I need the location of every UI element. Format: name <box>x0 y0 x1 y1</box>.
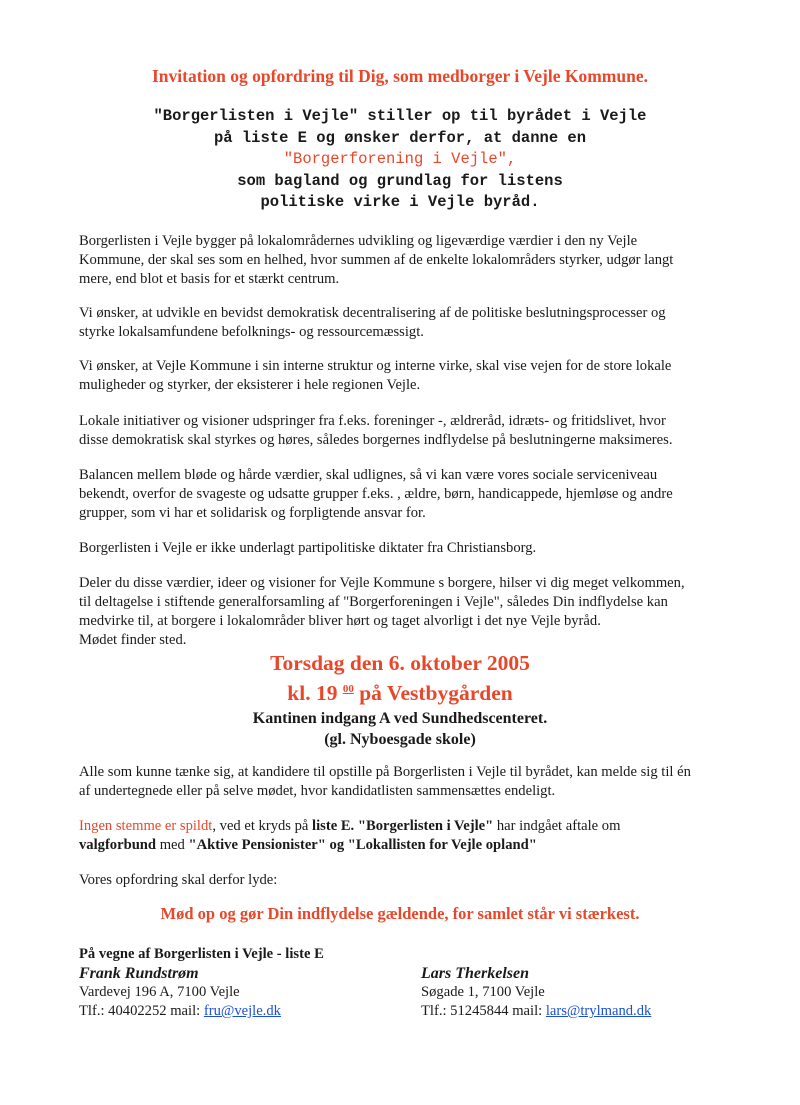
text-line: Kommune, der skal ses som en helhed, hvor summen af de enkelte lokalområders styrker, udgør langt <box>79 252 674 268</box>
text-line: Lokale initiativer og visioner udspringer fra f.eks. foreninger -, ældreråd, idræts- og fritidslivet, hvor <box>79 413 666 429</box>
email-link[interactable]: fru@vejle.dk <box>203 1003 281 1019</box>
signature-left <box>79 945 324 1021</box>
closing-paragraph-1 <box>79 763 759 801</box>
signature-right <box>421 964 651 1021</box>
text-line: Borgerlisten i Vejle bygger på lokalområdernes udvikling og ligeværdige værdier i den ny Vejle <box>79 233 638 249</box>
signer-contact <box>421 1002 651 1021</box>
paragraph-7 <box>79 574 759 650</box>
highlight-text: Ingen stemme er spildt <box>79 818 213 834</box>
signer-address: Vardevej 196 A, 7100 Vejle <box>79 984 240 1000</box>
final-call-to-action: Mød op og gør Din indflydelse gældende, for samlet står vi stærkest. <box>160 904 640 923</box>
signer-phone: Tlf.: 51245844 mail: <box>421 1003 546 1019</box>
text-line: styrke lokalsamfundene befolknings- og ressourcemæssigt. <box>79 324 424 340</box>
text-fragment: har indgået aftale om <box>493 818 621 834</box>
page-title: Invitation og opfordring til Dig, som medborger i Vejle Kommune. <box>152 66 648 86</box>
paragraph-6 <box>79 539 759 558</box>
text-line: mere, end blot et basis for et stærkt centrum. <box>79 271 340 287</box>
intro-line: "Borgerlisten i Vejle" stiller op til byrådet i Vejle <box>153 107 647 125</box>
event-location: Kantinen indgang A ved Sundhedscenteret. <box>252 710 548 727</box>
paragraph-1 <box>79 232 759 289</box>
text-line: Mødet finder sted. <box>79 632 187 648</box>
text-line <box>79 817 759 836</box>
paragraph-5 <box>79 466 759 523</box>
text-line: Vi ønsker, at Vejle Kommune i sin interne struktur og interne virke, skal vise vejen for de store lokale <box>79 358 672 374</box>
text-fragment: , ved et kryds på <box>212 818 313 834</box>
signer-name: Frank Rundstrøm <box>79 965 199 982</box>
text-line: Balancen mellem bløde og hårde værdier, skal udlignes, så vi kan være vores sociale serviceniveau <box>79 467 658 483</box>
closing-paragraph-3 <box>79 871 759 890</box>
text-line: grupper, som vi har et solidarisk og forpligtende ansvar for. <box>79 505 426 521</box>
event-location-note: (gl. Nyboesgade skole) <box>324 731 476 748</box>
paragraph-4 <box>79 412 759 450</box>
text-line: disse demokratisk skal styrkes og høres, således borgernes indflydelse på beslutningerne maksimeres. <box>79 432 673 448</box>
event-date: Torsdag den 6. oktober 2005 <box>270 651 530 675</box>
intro-block <box>0 106 800 214</box>
text-line <box>79 836 759 855</box>
text-line: Vores opfordring skal derfor lyde: <box>79 872 278 888</box>
event-time-minutes: 00 <box>342 683 354 695</box>
event-time-hour: kl. 19 <box>287 681 338 705</box>
text-line: muligheder og styrker, der eksisterer i hele regionen Vejle. <box>79 377 421 393</box>
intro-line: som bagland og grundlag for listens <box>237 171 563 190</box>
intro-line: politiske virke i Vejle byråd. <box>260 193 540 211</box>
signer-phone: Tlf.: 40402252 mail: <box>79 1003 204 1019</box>
paragraph-2 <box>79 304 759 342</box>
event-venue: på Vestbygården <box>353 681 513 705</box>
signer-name: Lars Therkelsen <box>421 965 529 982</box>
text-line: til deltagelse i stiftende generalforsamling af "Borgerforeningen i Vejle", således Din indflydelse kan <box>79 594 668 610</box>
on-behalf-label: På vegne af Borgerlisten i Vejle - liste E <box>79 946 324 962</box>
alliance-partners: "Aktive Pensionister" og "Lokallisten for Vejle opland" <box>188 837 537 853</box>
list-name: liste E. "Borgerlisten i Vejle" <box>312 818 494 834</box>
email-link[interactable]: lars@trylmand.dk <box>545 1003 652 1019</box>
paragraph-3 <box>79 357 759 395</box>
signer-address: Søgade 1, 7100 Vejle <box>421 984 545 1000</box>
closing-paragraph-2 <box>79 817 759 855</box>
signer-contact <box>79 1002 324 1021</box>
text-fragment: med <box>156 837 189 853</box>
text-line: Vi ønsker, at udvikle en bevidst demokratisk decentralisering af de politiske beslutningsprocesser og <box>79 305 666 321</box>
intro-line: på liste E og ønsker derfor, at danne en <box>213 128 587 147</box>
event-time <box>0 676 800 706</box>
alliance-label: valgforbund <box>79 837 157 853</box>
intro-line-highlight: "Borgerforening i Vejle", <box>283 150 517 168</box>
text-line: medvirke til, at borgere i lokalområder bliver hørt og taget alvorligt i det nye Vejle byråd. <box>79 613 601 629</box>
text-line: Borgerlisten i Vejle er ikke underlagt partipolitiske diktater fra Christiansborg. <box>79 540 537 556</box>
event-details <box>0 650 800 750</box>
text-line: af undertegnede eller på selve mødet, hvor kandidatlisten sammensættes endeligt. <box>79 783 556 799</box>
text-line: Deler du disse værdier, ideer og visioner for Vejle Kommune s borgere, hilser vi dig meget velkommen, <box>79 575 685 591</box>
text-line: Alle som kunne tænke sig, at kandidere til opstille på Borgerlisten i Vejle til byrådet, kan melde sig til én <box>79 764 691 780</box>
text-line: bekendt, overfor de svageste og udsatte grupper f.eks. , ældre, børn, handicappede, hjemløse og andre <box>79 486 673 502</box>
